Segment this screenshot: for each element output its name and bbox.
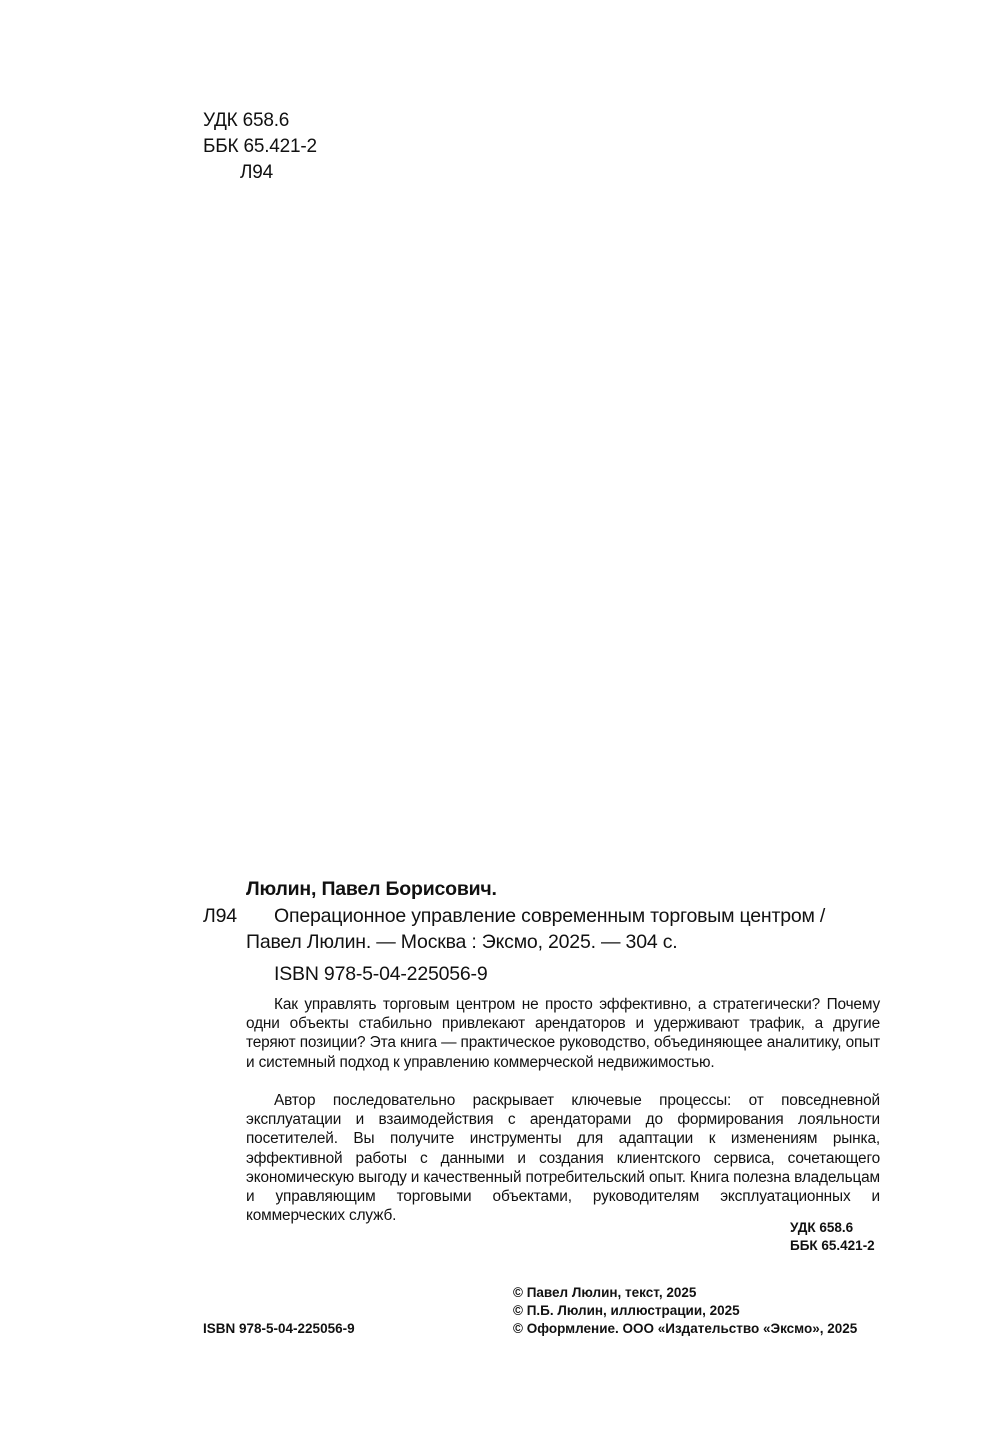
book-title-line-1: Операционное управление современным торговым центром / [274, 905, 826, 927]
copyright-text: © Павел Люлин, текст, 2025 [513, 1285, 697, 1300]
annotation-paragraph-2: Автор последовательно раскрывает ключевые процессы: от повседневной эксплуатации и взаимодействия с арендаторами до формирования лояльности посетителей. Вы получите инструменты для адаптации к изменениям рынка, эффективной работы с данными и создания клиентского сервиса, сочетающего экономическую выгоду и качественный потребительский опыт. Книга полезна владельцам и управляющим торговыми объектами, руководителям эксплуатационных и коммерческих служб. [246, 1092, 880, 1225]
copyright-illustrations: © П.Б. Люлин, иллюстрации, 2025 [513, 1303, 740, 1318]
udk-code-bottom: УДК 658.6 [790, 1220, 854, 1235]
author-mark: Л94 [203, 905, 237, 927]
annotation-paragraph-1: Как управлять торговым центром не просто эффективно, а стратегически? Почему одни объекты стабильно привлекают арендаторов и удерживают трафик, а другие теряют позиции? Эта книга — практическое руководство, объединяющее аналитику, опыт и системный подход к управлению коммерческой недвижимостью. [246, 996, 880, 1071]
book-title-line-2: Павел Люлин. — Москва : Эксмо, 2025. — 304 с. [246, 931, 678, 953]
copyright-design: © Оформление. ООО «Издательство «Эксмо», 2025 [513, 1321, 858, 1336]
author-mark-top: Л94 [240, 162, 274, 183]
bbk-code-bottom: ББК 65.421-2 [790, 1238, 875, 1253]
author-name: Люлин, Павел Борисович. [246, 878, 497, 900]
bbk-code-top: ББК 65.421-2 [203, 136, 317, 157]
udk-code-top: УДК 658.6 [203, 110, 290, 131]
isbn-bottom: ISBN 978-5-04-225056-9 [203, 1321, 355, 1336]
isbn-entry: ISBN 978-5-04-225056-9 [274, 963, 488, 985]
